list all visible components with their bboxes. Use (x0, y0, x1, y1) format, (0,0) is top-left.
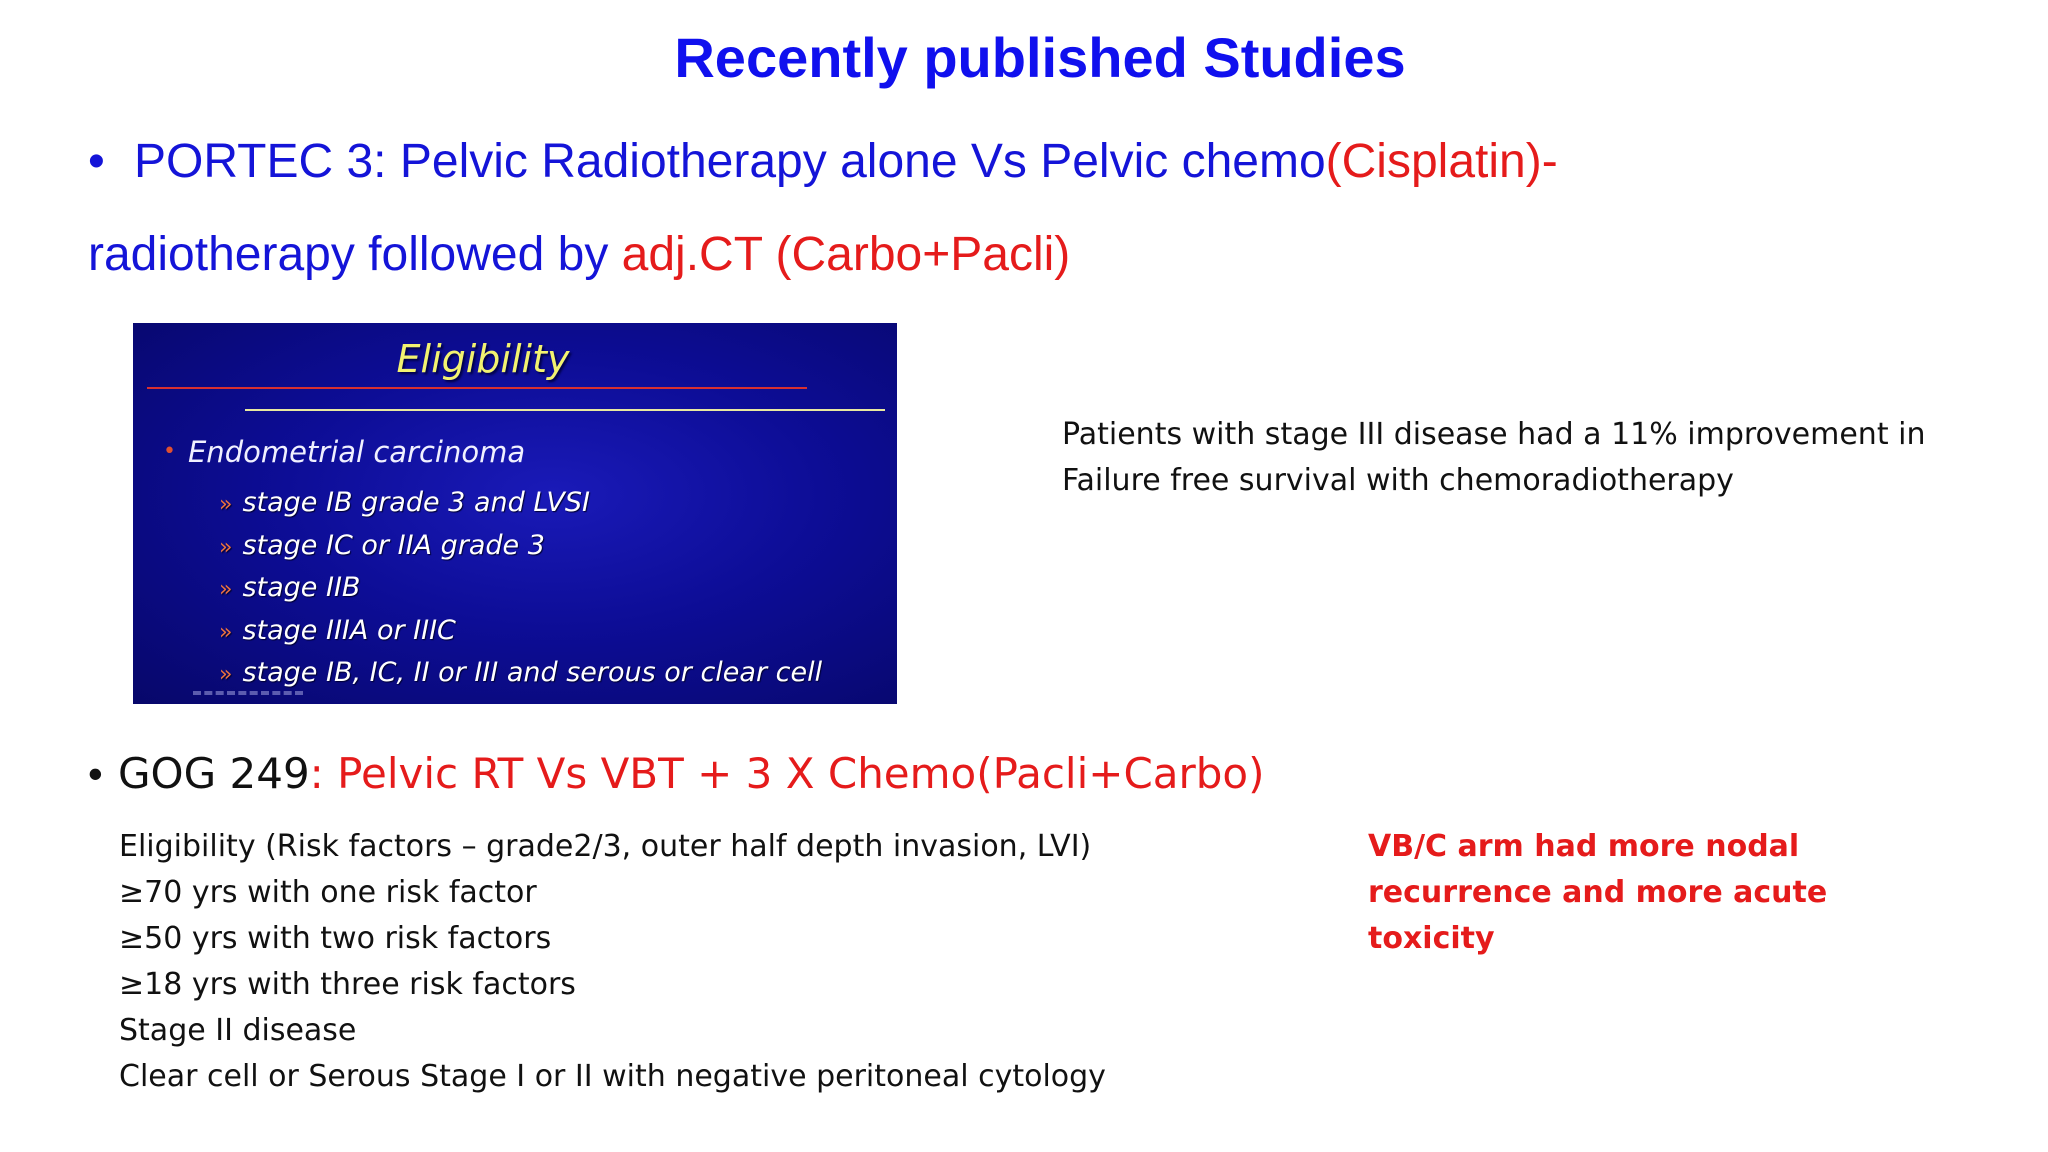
embedded-main-item-text: Endometrial carcinoma (187, 435, 526, 469)
embedded-bullet-icon: • (163, 439, 176, 464)
gog-note-line: recurrence and more acute (1368, 875, 1828, 910)
gog-eligibility-line: Eligibility (Risk factors – grade2/3, outer half depth invasion, LVI) (119, 829, 1092, 864)
portec-note-line: Failure free survival with chemoradiotherapy (1062, 463, 1734, 498)
embedded-sub-item-text: stage IB grade 3 and LVSI (242, 487, 590, 518)
portec-heading-red-text: (Cisplatin)- (1325, 135, 1558, 188)
embedded-slide-main-item (163, 435, 525, 469)
embedded-eligibility-slide-image (133, 323, 897, 704)
embedded-sub-item (219, 653, 822, 696)
chevron-right-icon: » (219, 619, 233, 645)
chevron-right-icon: » (219, 662, 233, 687)
portec-result-note (1062, 412, 2022, 504)
gog-heading (88, 746, 1265, 802)
portec-heading-red-text-2: adj.CT (Carbo+Pacli) (621, 228, 1071, 281)
gog-result-note (1368, 824, 1827, 962)
embedded-sub-item-text: stage IIB (242, 572, 361, 603)
embedded-sub-item (219, 483, 822, 526)
gog-heading-red-text: : Pelvic RT Vs VBT + 3 X Chemo(Pacli+Carbo) (309, 749, 1265, 798)
gog-note-line: VB/C arm had more nodal (1368, 829, 1800, 864)
portec-heading-blue-text-2: radiotherapy followed by (88, 228, 622, 281)
portec-heading-blue-text: PORTEC 3: Pelvic Radiotherapy alone Vs Pelvic chemo (134, 135, 1326, 188)
gog-eligibility-line: ≥50 yrs with two risk factors (119, 921, 552, 956)
embedded-sub-item-text: stage IB, IC, II or III and serous or clear cell (242, 657, 823, 688)
gog-eligibility-line: Stage II disease (119, 1013, 357, 1048)
embedded-slide-red-divider (147, 387, 807, 389)
embedded-sub-item-text: stage IC or IIA grade 3 (242, 529, 545, 561)
chevron-right-icon: » (219, 577, 233, 602)
slide-title: Recently published Studies (674, 26, 1406, 89)
embedded-slide-title: Eligibility (396, 337, 570, 381)
portec-note-line: Patients with stage III disease had a 11% improvement in (1062, 417, 1926, 452)
embedded-slide-yellow-divider (245, 409, 885, 411)
chevron-right-icon: » (219, 534, 233, 560)
embedded-sub-item (219, 611, 822, 654)
gog-note-line: toxicity (1368, 921, 1495, 956)
gog-eligibility-line: Clear cell or Serous Stage I or II with negative peritoneal cytology (119, 1059, 1106, 1094)
embedded-slide-sub-list (219, 483, 822, 696)
embedded-slide-cropped-text (193, 691, 303, 703)
gog-eligibility-line: ≥18 yrs with three risk factors (119, 967, 576, 1002)
embedded-sub-item (219, 526, 822, 569)
embedded-sub-item-text: stage IIIA or IIIC (242, 614, 456, 646)
bullet-marker: • (88, 135, 105, 188)
gog-eligibility-line: ≥70 yrs with one risk factor (119, 875, 537, 910)
portec-heading-line-1 (88, 134, 1558, 190)
bullet-marker: • (88, 750, 103, 797)
gog-eligibility-list (119, 824, 1106, 1100)
portec-heading-line-2 (88, 227, 1070, 283)
gog-heading-label: GOG 249 (118, 749, 310, 798)
embedded-sub-item (219, 568, 822, 611)
chevron-right-icon: » (219, 492, 233, 517)
